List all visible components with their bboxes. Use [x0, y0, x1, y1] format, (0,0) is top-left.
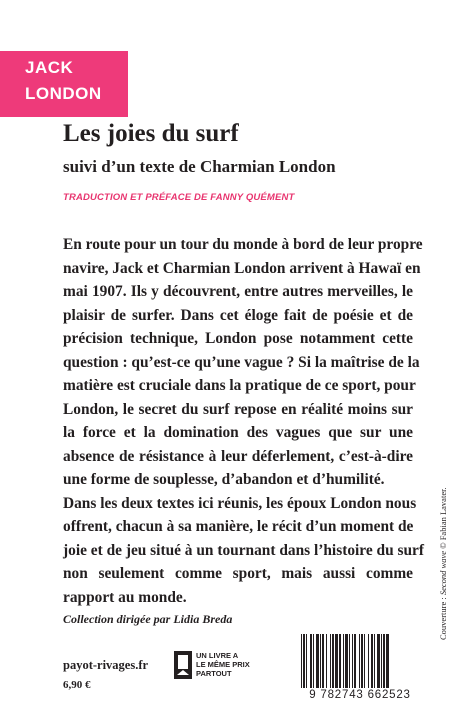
- price: 6,90 €: [63, 679, 91, 691]
- barcode-bar: [339, 634, 341, 688]
- book-title: Les joies du surf: [63, 120, 239, 147]
- barcode-bar: [349, 634, 350, 688]
- barcode-bar: [313, 634, 314, 688]
- blurb-line: question : qu’est-ce qu’une vague ? Si la maîtrise de la: [63, 353, 420, 371]
- barcode-bar: [352, 634, 353, 688]
- author-first-name: JACK: [25, 58, 74, 77]
- prix-unique-line: LE MÊME PRIX: [196, 660, 250, 669]
- blurb-line: absence de résistance à leur déferlement, c’est-à-dire: [63, 447, 413, 465]
- barcode-bar: [354, 634, 356, 688]
- blurb-line: matière est cruciale dans la pratique de ce sport, pour: [63, 377, 416, 394]
- blurb-line: joie et de jeu situé à un tournant dans l’histoire du surf: [63, 541, 424, 559]
- prix-unique-line: UN LIVRE A: [196, 651, 239, 660]
- cover-credit: [438, 487, 448, 640]
- barcode-bar: [364, 634, 365, 688]
- book-subtitle: suivi d’un texte de Charmian London: [63, 157, 336, 176]
- isbn-digits: 9 782743 662523: [309, 689, 411, 701]
- barcode-bar: [377, 634, 380, 688]
- barcode-bar: [371, 634, 373, 688]
- blurb-line: non seulement comme sport, mais aussi comme: [63, 565, 413, 582]
- translation-credit: TRADUCTION ET PRÉFACE DE FANNY QUÉMENT: [63, 192, 295, 203]
- barcode-bar: [306, 634, 307, 688]
- barcode-bar: [330, 634, 331, 688]
- barcode-bar: [332, 634, 334, 688]
- blurb-line: Dans les deux textes ici réunis, les époux London nous: [63, 494, 417, 512]
- blurb-line: précision technique, London pose notamment cette: [63, 330, 413, 347]
- barcode-bar: [386, 634, 389, 688]
- cover-credit-label: Couverture :: [438, 595, 448, 640]
- blurb-line: mai 1907. Ils y découvrent, entre autres merveilles, le: [63, 283, 413, 300]
- blurb: [63, 233, 424, 609]
- barcode: [300, 634, 420, 688]
- cover-credit-work: Second wave: [438, 551, 448, 596]
- barcode-bar: [335, 634, 338, 688]
- barcode-bar: [359, 634, 360, 688]
- blurb-line: une forme de souplesse, d’abandon et d’humilité.: [63, 471, 385, 488]
- barcode-bar: [301, 634, 302, 688]
- publisher-website: payot-rivages.fr: [63, 658, 149, 672]
- blurb-line: London, le secret du surf repose en réalité moins sur: [63, 400, 413, 418]
- barcode-bar: [326, 634, 327, 688]
- blurb-line: navire, Jack et Charmian London arrivent à Hawaï en: [63, 259, 421, 277]
- barcode-bar: [322, 634, 324, 688]
- blurb-line: la force et la domination des vagues que sur une: [63, 424, 413, 441]
- prix-unique-line: PARTOUT: [196, 669, 232, 678]
- barcode-bar: [361, 634, 363, 688]
- barcode-bar: [383, 634, 385, 688]
- barcode-bar: [303, 634, 305, 688]
- barcode-bar: [374, 634, 375, 688]
- collection-director: Collection dirigée par Lidia Breda: [63, 612, 233, 626]
- barcode-bar: [310, 634, 312, 688]
- book-price-icon: [174, 651, 192, 679]
- barcode-bar: [343, 634, 344, 688]
- blurb-line: plaisir de surfer. Dans cet éloge fait de poésie et de: [63, 306, 413, 324]
- barcode-bar: [368, 634, 369, 688]
- barcode-bar: [345, 634, 348, 688]
- barcode-bar: [316, 634, 319, 688]
- barcode-bar: [320, 634, 321, 688]
- blurb-line: offrent, chacun à sa manière, le récit d’un moment de: [63, 518, 414, 535]
- cover-credit-author: © Fabian Lavater.: [438, 487, 448, 551]
- author-box: [0, 51, 128, 117]
- blurb-line: En route pour un tour du monde à bord de leur propre: [63, 236, 423, 253]
- barcode-bar: [381, 634, 382, 688]
- author-last-name: LONDON: [25, 84, 102, 103]
- blurb-line: rapport au monde.: [63, 588, 187, 606]
